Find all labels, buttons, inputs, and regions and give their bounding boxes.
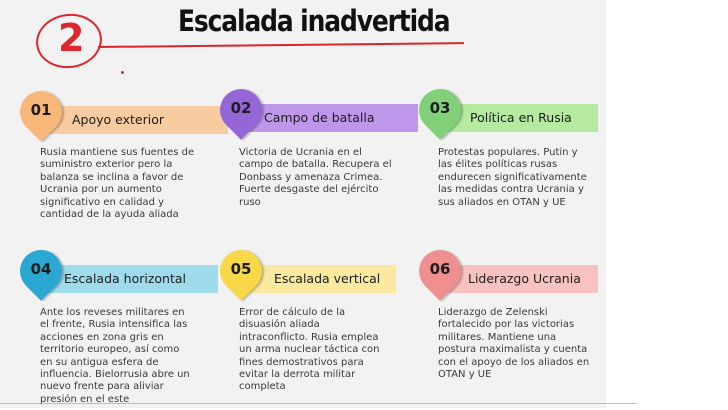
- description-line: OTAN y UE: [438, 369, 492, 381]
- card-title: Campo de batalla: [264, 110, 375, 125]
- description-line: fines demostrativos para: [239, 356, 364, 368]
- description-line: territorio europeo, así como: [40, 344, 180, 356]
- description-line: fortalecido por las victorias: [438, 319, 575, 331]
- card-number: 04: [30, 260, 52, 278]
- description-line: ruso: [239, 196, 261, 208]
- card-number: 02: [230, 99, 252, 117]
- page-title: Escalada inadvertida: [178, 4, 450, 38]
- card-number: 06: [429, 260, 451, 278]
- section-number: 2: [58, 16, 85, 60]
- description-line: un arma nuclear táctica con: [239, 344, 380, 356]
- card-title-bar: [242, 265, 396, 293]
- card-title: Escalada horizontal: [64, 271, 186, 286]
- description-line: militares. Mantiene una: [438, 331, 557, 343]
- card-title-bar: [440, 265, 598, 293]
- description-line: suministro exterior pero la: [40, 159, 173, 171]
- card-number: 05: [230, 260, 252, 278]
- card-title: Escalada vertical: [274, 271, 381, 286]
- description-line: presión en el este: [40, 393, 130, 405]
- description-line: sus aliados en OTAN y UE: [438, 196, 566, 208]
- card-title: Liderazgo Ucrania: [468, 271, 581, 286]
- description-line: Protestas populares. Putin y: [438, 147, 578, 158]
- description-line: Error de cálculo de la: [239, 307, 346, 318]
- description-line: Liderazgo de Zelenski: [438, 307, 548, 318]
- card-description: [239, 307, 404, 394]
- description-line: Rusia mantiene sus fuentes de: [40, 147, 195, 158]
- description-line: las élites políticas rusas: [438, 159, 558, 171]
- description-line: significativo en calidad y: [40, 196, 165, 208]
- description-line: disuasión aliada: [239, 319, 320, 331]
- card-description: [438, 307, 603, 381]
- description-line: Donbass y amenaza Crimea.: [239, 171, 383, 183]
- card-title-bar: [440, 104, 598, 132]
- description-line: influencia. Bielorrusia abre un: [40, 369, 190, 381]
- description-line: con el apoyo de los aliados en: [438, 356, 590, 368]
- card-title: Apoyo exterior: [72, 112, 165, 127]
- card-title-bar: [42, 265, 218, 293]
- card-description: [239, 147, 404, 209]
- description-line: campo de batalla. Recupera el: [239, 159, 392, 171]
- description-line: intraconflicto. Rusia emplea: [239, 331, 379, 343]
- description-line: el frente, Rusia intensifica las: [40, 319, 188, 331]
- description-line: completa: [239, 381, 286, 393]
- description-line: evitar la derrota militar: [239, 369, 356, 381]
- description-line: en su antigua esfera de: [40, 356, 159, 368]
- ink-dot: [121, 71, 124, 74]
- card-title-bar: [42, 106, 228, 134]
- card-description: [438, 147, 603, 209]
- card-number: 01: [30, 101, 52, 119]
- description-line: acciones en zona gris en: [40, 331, 164, 343]
- description-line: nuevo frente para aliviar: [40, 381, 164, 393]
- description-line: Ante los reveses militares en: [40, 307, 185, 318]
- card-title-bar: [242, 104, 418, 132]
- description-line: balanza se inclina a favor de: [40, 171, 184, 183]
- card-number: 03: [429, 99, 451, 117]
- description-line: las medidas contra Ucrania y: [438, 184, 584, 196]
- card-title: Política en Rusia: [470, 110, 572, 125]
- description-line: Ucrania por un aumento: [40, 184, 162, 196]
- card-description: [40, 147, 205, 221]
- description-line: postura maximalista y cuenta: [438, 344, 588, 356]
- description-line: Victoria de Ucrania en el: [239, 147, 362, 158]
- description-line: cantidad de la ayuda aliada: [40, 209, 179, 221]
- description-line: Fuerte desgaste del ejército: [239, 184, 379, 196]
- card-description: [40, 307, 205, 406]
- description-line: endurecen significativamente: [438, 171, 587, 183]
